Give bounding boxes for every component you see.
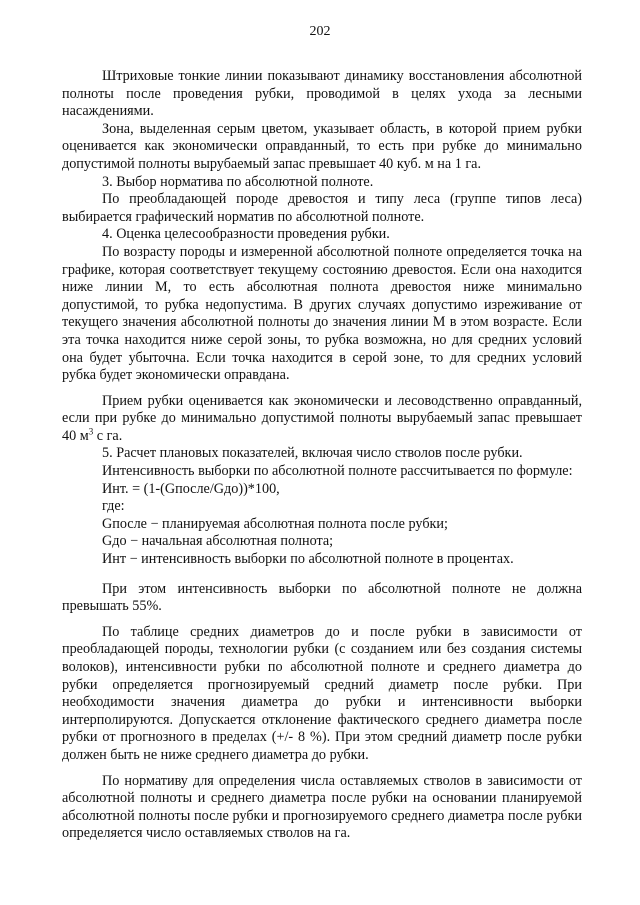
paragraph-gray-zone: Зона, выделенная серым цветом, указывает область, в которой прием рубки оценивается как экономически оправданный, то есть при рубке до минимально допустимой полноты вырубаемый запас превышает 40 куб. м на 1 га.: [62, 120, 582, 172]
definition-g-after: Gпосле − планируемая абсолютная полнота после рубки;: [102, 515, 448, 532]
paragraph-intensity-intro: Интенсивность выборки по абсолютной полноте рассчитывается по формуле:: [102, 463, 573, 480]
section-heading-4: 4. Оценка целесообразности проведения рубки.: [102, 226, 390, 243]
paragraph-norm-selection: По преобладающей породе древостоя и типу леса (группе типов леса) выбирается графический норматив по абсолютной полноте.: [62, 191, 582, 225]
definition-intensity: Инт − интенсивность выборки по абсолютной полноте в процентах.: [102, 551, 514, 568]
paragraph-dashed-lines: Штриховые тонкие линии показывают динамику восстановления абсолютной полноты после проведения рубки, проводимой в целях ухода за лесными насаждениями.: [62, 68, 582, 120]
paragraph-justified-cut-text: Прием рубки оценивается как экономически и лесоводственно оправданный, если при рубке до минимально допустимой полноты вырубаемый запас превышает 40 м: [62, 392, 582, 444]
superscript-3: 3: [88, 426, 94, 437]
paragraph-stem-count: По нормативу для определения числа оставляемых стволов в зависимости от абсолютной полноты и среднего диаметра после рубки на основании планируемой абсолютной полноты после рубки и прогнозируемого среднего диаметра после рубки определяется число оставляемых стволов на га.: [62, 772, 582, 842]
paragraph-justified-cut: [62, 393, 582, 446]
page-number: 202: [309, 24, 331, 39]
definition-g-before: Gдо − начальная абсолютная полнота;: [102, 533, 334, 550]
where-label: где:: [102, 498, 125, 515]
paragraph-diameter-table: По таблице средних диаметров до и после рубки в зависимости от преобладающей породы, технологии рубки (с созданием или без создания системы волоков), интенсивности рубки по абсолютной полноте и среднего диаметра до рубки определяется прогнозируемый средний диаметр после рубки. При необходимости значения диаметра до рубки и интенсивности выборки интерполируются. Допускается отклонение фактического среднего диаметра после рубки от прогнозного в пределах (+/- 8 %). При этом средний диаметр после рубки должен быть не ниже среднего диаметра до рубки.: [62, 623, 582, 763]
section-heading-5: 5. Расчет плановых показателей, включая число стволов после рубки.: [102, 445, 523, 462]
paragraph-justified-cut-tail: с га.: [93, 427, 123, 444]
section-heading-3: 3. Выбор норматива по абсолютной полноте.: [102, 173, 374, 190]
formula: Инт. = (1-(Gпосле/Gдо))*100,: [102, 480, 280, 497]
paragraph-intensity-limit: При этом интенсивность выборки по абсолютной полноте не должна превышать 55%.: [62, 580, 582, 615]
paragraph-feasibility: По возрасту породы и измеренной абсолютной полноте определяется точка на графике, которая соответствует текущему состоянию древостоя. Если она находится ниже линии М, то есть абсолютная полнота древостоя ниже минимально допустимой, то рубка недопустима. В других случаях допустимо изреживание от текущего значения абсолютной полноты до значения линии М в этом возрасте. Если эта точка находится ниже серой зоны, то рубка возможна, но для средних условий она будет убыточна. Если точка находится в серой зоне, то для средних условий рубка будет экономически оправдана.: [62, 243, 582, 384]
document-body: [62, 68, 582, 843]
